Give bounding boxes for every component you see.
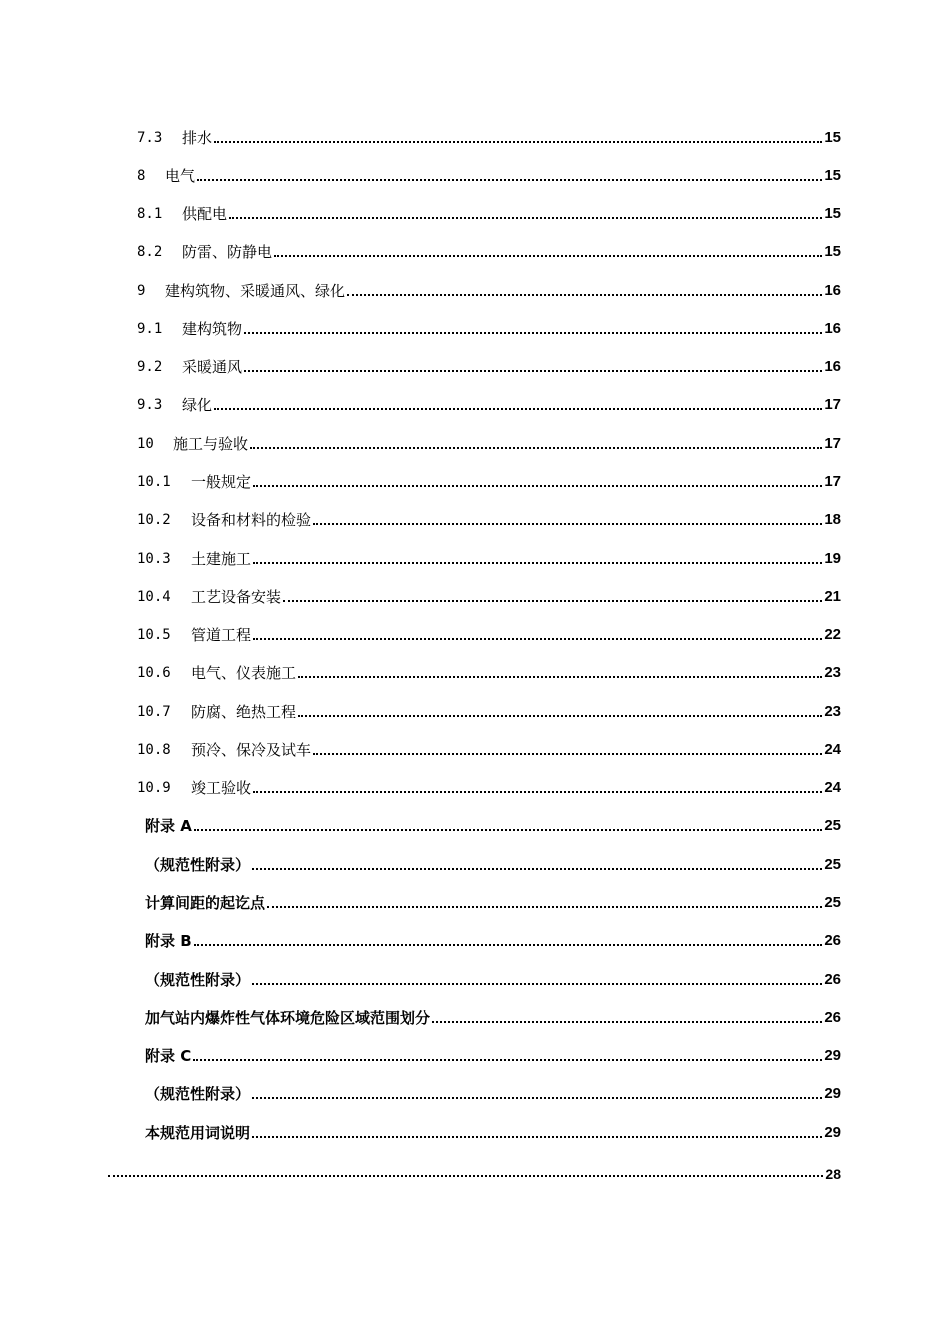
toc-entry-page: 29 <box>824 1085 841 1102</box>
toc-entry-10-5[interactable] <box>137 621 841 645</box>
toc-appendix-b-normative[interactable] <box>145 966 841 990</box>
toc-entry-10-3[interactable] <box>137 545 841 569</box>
toc-entry-number: 8.2 <box>137 244 163 260</box>
toc-entry-page: 25 <box>824 894 841 911</box>
toc-entry-page: 23 <box>824 703 841 720</box>
toc-leader-dots <box>298 663 822 683</box>
toc-leader-dots <box>244 319 822 339</box>
toc-leader-dots <box>214 128 822 148</box>
toc-entry-number: 9.1 <box>137 321 163 337</box>
toc-entry-page: 15 <box>824 205 841 222</box>
toc-entry-title: 竣工验收 <box>191 779 252 797</box>
toc-entry-number: 10.9 <box>137 780 171 796</box>
toc-leader-dots <box>244 357 822 377</box>
toc-entry-page: 15 <box>824 243 841 260</box>
toc-entry-page: 17 <box>824 396 841 413</box>
toc-leader-dots <box>313 510 822 530</box>
toc-leader-dots <box>194 931 823 951</box>
toc-leader-dots <box>214 395 822 415</box>
toc-entry-number: 10.1 <box>137 474 171 490</box>
toc-entry-number: 10.4 <box>137 589 171 605</box>
toc-appendix-a-normative[interactable] <box>145 851 841 875</box>
toc-leader-dots <box>432 1008 822 1028</box>
toc-entry-10-7[interactable] <box>137 698 841 722</box>
toc-leader-dots <box>253 625 822 645</box>
toc-appendix-a[interactable] <box>145 812 841 836</box>
toc-entry-title: 建构筑物、采暖通风、绿化 <box>165 282 346 300</box>
toc-entry-title: 附录 A <box>145 817 192 835</box>
toc-leader-dots <box>108 1162 823 1182</box>
toc-leader-dots <box>253 778 822 798</box>
toc-entry-number: 9 <box>137 283 146 299</box>
toc-entry-page: 16 <box>824 282 841 299</box>
toc-entry-title: 工艺设备安装 <box>191 588 282 606</box>
toc-entry-title: 本规范用词说明 <box>145 1124 251 1142</box>
toc-entry-9[interactable] <box>137 277 841 301</box>
toc-entry-10[interactable] <box>137 430 841 454</box>
toc-entry-10-8[interactable] <box>137 736 841 760</box>
toc-entry-title: （规范性附录） <box>145 856 251 874</box>
toc-leader-dots <box>250 434 822 454</box>
toc-entry-9-1[interactable] <box>137 315 841 339</box>
toc-leader-dots <box>252 855 822 875</box>
toc-entry-page: 22 <box>824 626 841 643</box>
toc-leader-dots <box>252 1084 822 1104</box>
toc-entry-number: 8 <box>137 168 146 184</box>
toc-entry-title: 管道工程 <box>191 626 252 644</box>
toc-entry-8[interactable] <box>137 162 841 186</box>
toc-appendix-c[interactable] <box>145 1042 841 1066</box>
toc-entry-number: 9.3 <box>137 397 163 413</box>
toc-leader-dots <box>253 549 822 569</box>
toc-entry-page: 16 <box>824 358 841 375</box>
toc-leader-dots <box>252 1123 822 1143</box>
toc-entry-7-3[interactable] <box>137 124 841 148</box>
toc-entry-number: 10.5 <box>137 627 171 643</box>
toc-entry-9-2[interactable] <box>137 353 841 377</box>
toc-entry-page: 16 <box>824 320 841 337</box>
toc-entry-number: 10.7 <box>137 704 171 720</box>
toc-entry-page: 21 <box>824 588 841 605</box>
toc-entry-title: 排水 <box>182 129 213 147</box>
toc-entry-number: 7.3 <box>137 130 163 146</box>
toc-entry-page: 29 <box>824 1124 841 1141</box>
toc-entry-10-1[interactable] <box>137 468 841 492</box>
toc-appendix-b-title[interactable] <box>145 1004 841 1028</box>
toc-entry-title: 绿化 <box>182 396 213 414</box>
toc-entry-title: 施工与验收 <box>173 435 249 453</box>
toc-entry-number: 9.2 <box>137 359 163 375</box>
toc-appendix-c-normative[interactable] <box>145 1080 841 1104</box>
toc-entry-page: 26 <box>824 932 841 949</box>
toc-leader-dots <box>197 166 822 186</box>
toc-entry-title: 建构筑物 <box>182 320 243 338</box>
toc-entry-page: 23 <box>824 664 841 681</box>
toc-entry-page: 28 <box>825 1166 841 1182</box>
toc-leader-dots <box>283 587 822 607</box>
toc-leader-dots <box>298 702 822 722</box>
toc-entry-10-6[interactable] <box>137 659 841 683</box>
toc-entry-title: 采暖通风 <box>182 358 243 376</box>
toc-leader-dots <box>267 893 822 913</box>
toc-appendix-a-title[interactable] <box>145 889 841 913</box>
toc-entry-number: 10.6 <box>137 665 171 681</box>
toc-entry-8-1[interactable] <box>137 200 841 224</box>
toc-leader-dots <box>347 281 822 301</box>
toc-entry-title: 土建施工 <box>191 550 252 568</box>
toc-entry-title: 电气 <box>165 167 196 185</box>
toc-entry-title: 附录 B <box>145 932 192 950</box>
toc-entry-title: 电气、仪表施工 <box>191 664 297 682</box>
toc-entry-title: （规范性附录） <box>145 971 251 989</box>
toc-entry-page: 17 <box>824 435 841 452</box>
toc-entry-page: 26 <box>824 1009 841 1026</box>
toc-entry-10-2[interactable] <box>137 506 841 530</box>
toc-entry-title: 防腐、绝热工程 <box>191 703 297 721</box>
toc-entry-page: 25 <box>824 856 841 873</box>
toc-entry-number: 8.1 <box>137 206 163 222</box>
toc-entry-10-9[interactable] <box>137 774 841 798</box>
toc-entry-page: 18 <box>824 511 841 528</box>
toc-entry-number: 10 <box>137 436 154 452</box>
toc-entry-page: 15 <box>824 129 841 146</box>
toc-entry-title: 预冷、保冷及试车 <box>191 741 312 759</box>
toc-leader-dots <box>194 816 822 836</box>
toc-entry-page: 24 <box>824 779 841 796</box>
toc-entry-title: 附录 C <box>145 1047 192 1065</box>
toc-entry-10-4[interactable] <box>137 583 841 607</box>
toc-appendix-b[interactable] <box>145 927 841 951</box>
toc-leader-dots <box>274 242 822 262</box>
toc-entry-page: 29 <box>824 1047 841 1064</box>
toc-entry-page: 26 <box>824 971 841 988</box>
toc-entry-page: 25 <box>824 817 841 834</box>
toc-leader-dots <box>313 740 822 760</box>
toc-entry-page: 17 <box>824 473 841 490</box>
toc-entry-number: 10.3 <box>137 551 171 567</box>
toc-entry-number: 10.8 <box>137 742 171 758</box>
toc-entry-title: 防雷、防静电 <box>182 243 273 261</box>
toc-entry-title: 供配电 <box>182 205 228 223</box>
toc-entry-title: （规范性附录） <box>145 1085 251 1103</box>
toc-entry-title: 计算间距的起讫点 <box>145 894 266 912</box>
toc-entry-number: 10.2 <box>137 512 171 528</box>
toc-leader-dots <box>193 1046 822 1066</box>
toc-trailing-line[interactable] <box>108 1160 841 1182</box>
toc-entry-page: 24 <box>824 741 841 758</box>
toc-entry-page: 19 <box>824 550 841 567</box>
toc-leader-dots <box>253 472 822 492</box>
toc-entry-title: 设备和材料的检验 <box>191 511 312 529</box>
toc-entry-title: 加气站内爆炸性气体环境危险区域范围划分 <box>145 1009 431 1027</box>
toc-entry-page: 15 <box>824 167 841 184</box>
toc-leader-dots <box>229 204 822 224</box>
toc-entry-title: 一般规定 <box>191 473 252 491</box>
toc-entry-8-2[interactable] <box>137 238 841 262</box>
toc-leader-dots <box>252 970 822 990</box>
toc-terms-explanation[interactable] <box>145 1119 841 1143</box>
toc-entry-9-3[interactable] <box>137 391 841 415</box>
